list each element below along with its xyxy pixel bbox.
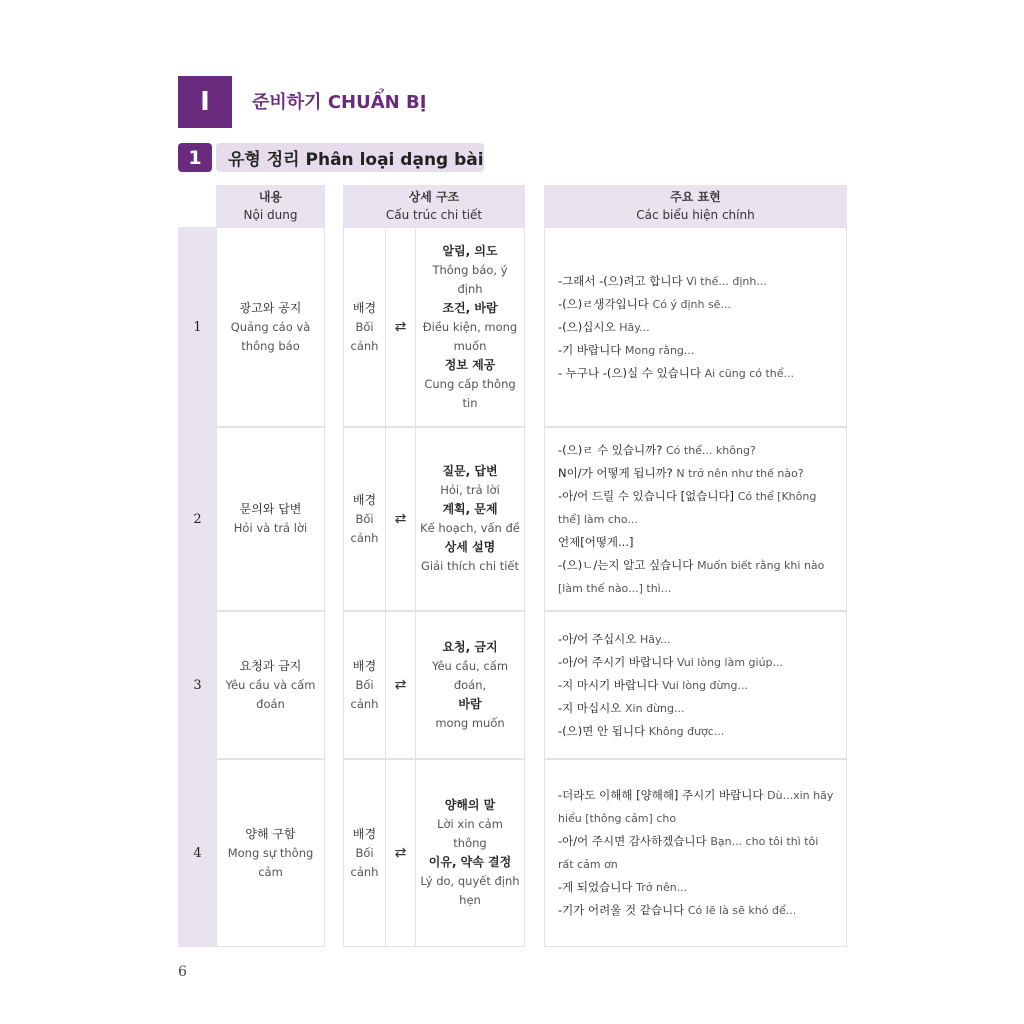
expression-ko: 언제[어떻게...] [558,534,634,549]
content-vi: Quảng cáo và thông báo [230,319,311,353]
content-ko: 문의와 답변 [239,502,302,516]
detail-ko: 계획, 문제 [442,502,498,516]
background-vi: Bối cảnh [350,845,379,879]
expression-vi: Vui lòng đừng... [662,678,748,692]
header-content-vi: Nội dung [243,208,298,222]
background-ko: 배경 [352,492,377,507]
background-cell [343,611,386,759]
expression-vi: Không được... [648,724,725,738]
expression-ko: N이/가 어떻게 됩니까? [558,465,673,480]
expression-line [558,720,834,743]
content-cell [216,227,325,427]
expression-line [558,362,834,385]
content-cell [216,611,325,759]
expression-ko: -(으)ㄹ 수 있습니까? [558,442,663,457]
background-cell [343,427,386,611]
detail-cell [415,611,525,759]
detail-vi: Cung cấp thông tin [424,376,516,410]
content-ko: 양해 구함 [245,826,296,841]
expression-vi: Có thể [Không thể] làm cho... [558,489,817,526]
expression-line [558,876,834,899]
detail-vi: Kế hoạch, vấn đề [420,521,520,535]
expression-vi: Bạn... cho tôi thì tôi rất cảm ơn [558,835,819,871]
expression-line [558,485,834,531]
expressions-cell [544,227,847,427]
expression-line [558,899,834,922]
row-number: 3 [178,611,217,759]
expression-ko: -기가 어려울 것 같습니다 [558,903,685,917]
expression-line [558,697,834,720]
row-number: 2 [178,427,217,611]
detail-vi: mong muốn [435,715,505,730]
expression-ko: -아/어 주시기 바랍니다 [558,654,674,669]
expression-ko: -아/어 주시면 감사하겠습니다 [558,834,707,848]
row-number: 1 [178,227,217,427]
detail-ko: 정보 제공 [444,357,496,372]
expressions-cell [544,759,847,947]
content-vi: Hỏi và trả lời [233,521,308,535]
expression-vi: Xin đừng... [625,701,685,715]
expression-vi: Có thể... không? [665,443,756,457]
expression-line [558,554,834,600]
expression-line [558,830,834,876]
background-cell [343,759,386,947]
detail-vi: Hỏi, trả lời [440,483,500,497]
detail-vi: Yêu cầu, cấm đoán, [431,658,509,692]
expression-vi: Có lẽ là sẽ khó để... [687,904,797,917]
expressions-cell [544,427,847,611]
expression-line [558,339,834,362]
arrow-cell [385,427,416,611]
detail-ko: 양해의 말 [444,798,496,812]
expression-ko: -아/어 주십시오 [558,631,637,646]
expression-ko: -지 마시기 바랍니다 [558,677,659,692]
detail-ko: 상세 설명 [444,540,496,554]
expression-vi: Trở nên... [636,881,688,894]
header-expressions [544,185,847,227]
header-structure-ko: 상세 구조 [408,190,460,204]
content-cell [216,759,325,947]
exchange-arrow-icon: ⇄ [394,676,407,693]
detail-vi: Lý do, quyết định hẹn [420,874,520,907]
detail-ko: 조건, 바람 [442,300,498,315]
exchange-arrow-icon: ⇄ [394,510,407,527]
expression-line [558,628,834,651]
expression-vi: Ai cũng có thể... [704,366,795,380]
page-number: 6 [178,964,187,980]
arrow-cell [385,611,416,759]
expressions-cell [544,611,847,759]
header-structure [343,185,525,227]
detail-ko: 알림, 의도 [442,243,498,258]
content-cell [216,427,325,611]
expression-ko: -(으)십시오 [558,319,616,334]
header-expressions-vi: Các biểu hiện chính [636,208,755,222]
expression-line [558,674,834,697]
content-ko: 광고와 공지 [239,300,302,315]
detail-vi: Giải thích chi tiết [420,559,519,573]
background-ko: 배경 [352,826,377,841]
detail-ko: 바람 [458,696,482,711]
content-ko: 요청과 금지 [239,658,302,673]
expression-vi: Vì thế... định... [686,274,767,288]
exchange-arrow-icon: ⇄ [394,844,407,861]
expression-vi: Có ý định sẽ... [652,297,731,311]
expression-ko: -기 바랍니다 [558,342,622,357]
expression-vi: N trở nên như thế nào? [676,466,804,480]
detail-cell [415,227,525,427]
content-vi: Yêu cầu và cấm đoán [225,677,316,711]
detail-vi: Điều kiện, mong muốn [422,319,518,353]
detail-cell [415,759,525,947]
expression-vi: Mong rằng... [625,343,695,357]
background-ko: 배경 [352,300,377,315]
header-content [216,185,325,227]
expression-ko: -그래서 -(으)려고 합니다 [558,273,683,288]
expression-vi: Dù...xin hãy hiểu [thông cảm] cho [558,789,834,825]
expression-vi: Hãy... [619,320,650,334]
expression-ko: -지 마십시오 [558,700,622,715]
header-content-ko: 내용 [258,190,283,204]
expression-line [558,784,834,830]
expression-line [558,439,834,462]
detail-vi: Lời xin cảm thông [437,817,503,850]
chapter-title: 준비하기 CHUẨN BỊ [252,92,427,113]
expression-ko: -게 되었습니다 [558,880,633,894]
section-number-badge: 1 [178,143,212,172]
arrow-cell [385,759,416,947]
background-vi: Bối cảnh [350,677,379,711]
expression-ko: -(으)ㄹ생각입니다 [558,296,649,311]
expression-ko: -(으)ㄴ/는지 알고 싶습니다 [558,557,694,572]
expression-line [558,531,834,554]
expression-vi: Vui lòng làm giúp... [676,655,784,669]
expression-ko: -더라도 이해해 [양해해] 주시기 바랍니다 [558,788,764,802]
expression-line [558,462,834,485]
expression-ko: -아/어 드릴 수 있습니다 [없습니다] [558,488,735,503]
detail-cell [415,427,525,611]
section-title: 유형 정리 Phân loại dạng bài [216,143,484,172]
arrow-cell [385,227,416,427]
background-ko: 배경 [352,658,377,673]
header-structure-vi: Cấu trúc chi tiết [385,208,483,222]
detail-vi: Thông báo, ý định [432,262,508,296]
background-vi: Bối cảnh [350,511,379,545]
expression-vi: Hãy... [640,632,671,646]
expression-line [558,270,834,293]
expression-line [558,316,834,339]
expression-vi: Muốn biết rằng khi nào [làm thế nào...] thì... [558,558,825,595]
row-number: 4 [178,759,217,947]
expression-ko: -(으)면 안 됩니다 [558,723,646,738]
expression-ko: - 누구나 -(으)실 수 있습니다 [558,365,701,380]
exchange-arrow-icon: ⇄ [394,318,407,335]
header-expressions-ko: 주요 표현 [670,190,721,204]
expression-line [558,651,834,674]
expression-line [558,293,834,316]
detail-ko: 요청, 금지 [442,639,498,654]
chapter-number-badge: I [178,76,232,128]
background-vi: Bối cảnh [350,319,379,353]
content-vi: Mong sự thông cảm [227,845,314,879]
detail-ko: 질문, 답변 [442,464,498,478]
background-cell [343,227,386,427]
detail-ko: 이유, 약속 결정 [428,855,512,869]
